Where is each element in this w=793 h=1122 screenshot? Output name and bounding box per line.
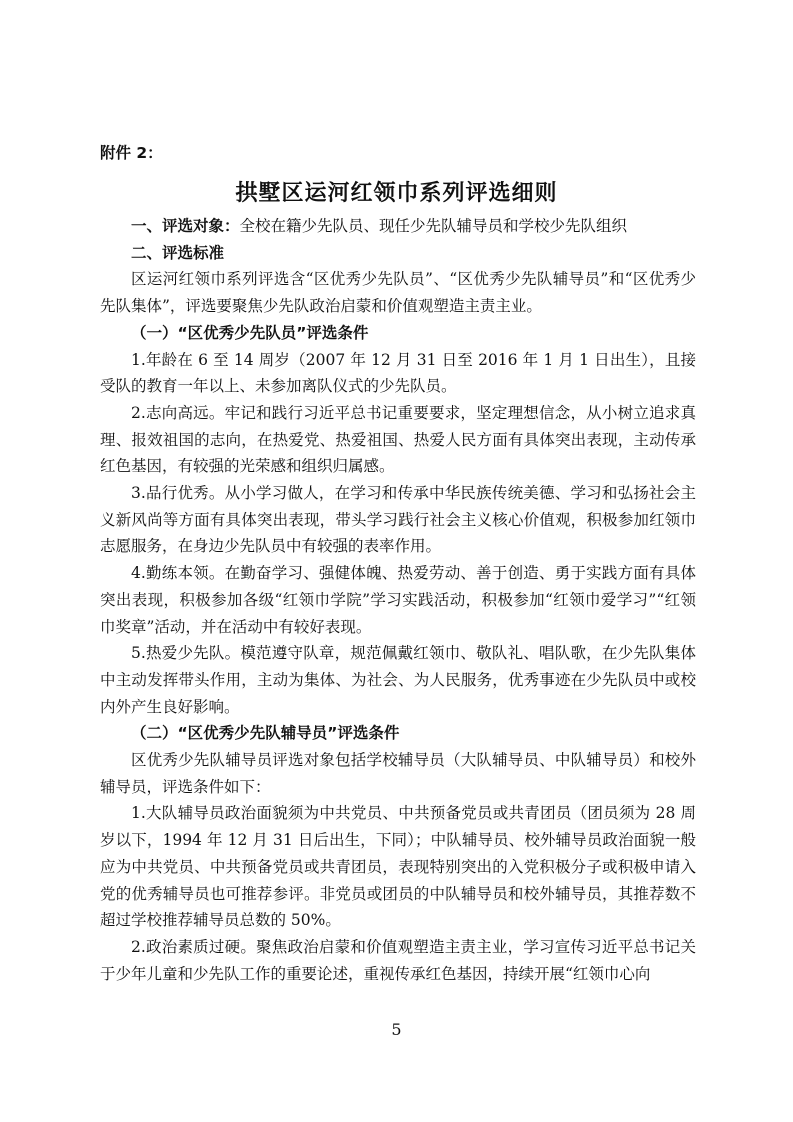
subsection-2-heading: （二）“区优秀少先队辅导员”评选条件 [131,724,400,743]
criteria-item: 3.品行优秀。从小学习做人，在学习和传承中华民族传统美德、学习和弘扬社会主义新风尚等方面有具体突出表现，带头学习践行社会主义核心价值观，积极参加红领巾志愿服务，在身边少先队员中有较强的表率作用。 [100,484,696,556]
criteria-item: 5.热爱少先队。模范遵守队章，规范佩戴红领巾、敬队礼、唱队歌，在少先队集体中主动发挥带头作用，主动为集体、为社会、为人民服务，优秀事迹在少先队员中或校内外产生良好影响。 [100,644,696,716]
subsection-2-intro: 区优秀少先队辅导员评选对象包括学校辅导员（大队辅导员、中队辅导员）和校外辅导员，评选条件如下： [100,751,696,796]
section-1-text: 全校在籍少先队员、现任少先队辅导员和学校少先队组织 [239,217,628,235]
criteria-item: 1.大队辅导员政治面貌须为中共党员、中共预备党员或共青团员（团员须为 28 周岁以下，1994 年 12 月 31 日后出生，下同）；中队辅导员、校外辅导员政治面貌一般应为中共党员、中共预备党员或共青团员，表现特别突出的入党积极分子或积极申请入党的优秀辅导员也可推荐参评。非党员或团员的中队辅导员和校外辅导员，其推荐数不超过学校推荐辅导员总数的 50%。 [100,804,696,930]
section-1-heading: 一、评选对象： [131,217,240,235]
page-number: 5 [391,1020,402,1039]
intro-paragraph: 区运河红领巾系列评选含“区优秀少先队员”、“区优秀少先队辅导员”和“区优秀少先队集体”，评选要聚焦少先队政治启蒙和价值观塑造主责主业。 [100,270,696,316]
criteria-item: 1.年龄在 6 至 14 周岁（2007 年 12 月 31 日至 2016 年 1 月 1 日出生），且接受队的教育一年以上、未参加离队仪式的少先队员。 [100,350,696,396]
criteria-item: 4.勤练本领。在勤奋学习、强健体魄、热爱劳动、善于创造、勇于实践方面有具体突出表现，积极参加各级“红领巾学院”学习实践活动，积极参加“红领巾爱学习”“红领巾奖章”活动，并在活动中有较好表现。 [100,564,696,636]
document-body [100,213,696,987]
section-1 [100,213,696,240]
criteria-item: 2.志向高远。牢记和践行习近平总书记重要要求，坚定理想信念，从小树立追求真理、报效祖国的志向，在热爱党、热爱祖国、热爱人民方面有具体突出表现，主动传承红色基因，有较强的光荣感和组织归属感。 [100,403,696,476]
attachment-label: 附件 2： [100,144,163,162]
section-2-heading: 二、评选标准 [131,243,225,262]
subsection-1-heading: （一）“区优秀少先队员”评选条件 [131,323,369,342]
criteria-item: 2.政治素质过硬。聚焦政治启蒙和价值观塑造主责主业，学习宣传习近平总书记关于少年儿童和少先队工作的重要论述，重视传承红色基因，持续开展“红领巾心向 [100,937,696,983]
document-title: 拱墅区运河红领巾系列评选细则 [235,181,558,206]
section-2 [100,240,696,267]
